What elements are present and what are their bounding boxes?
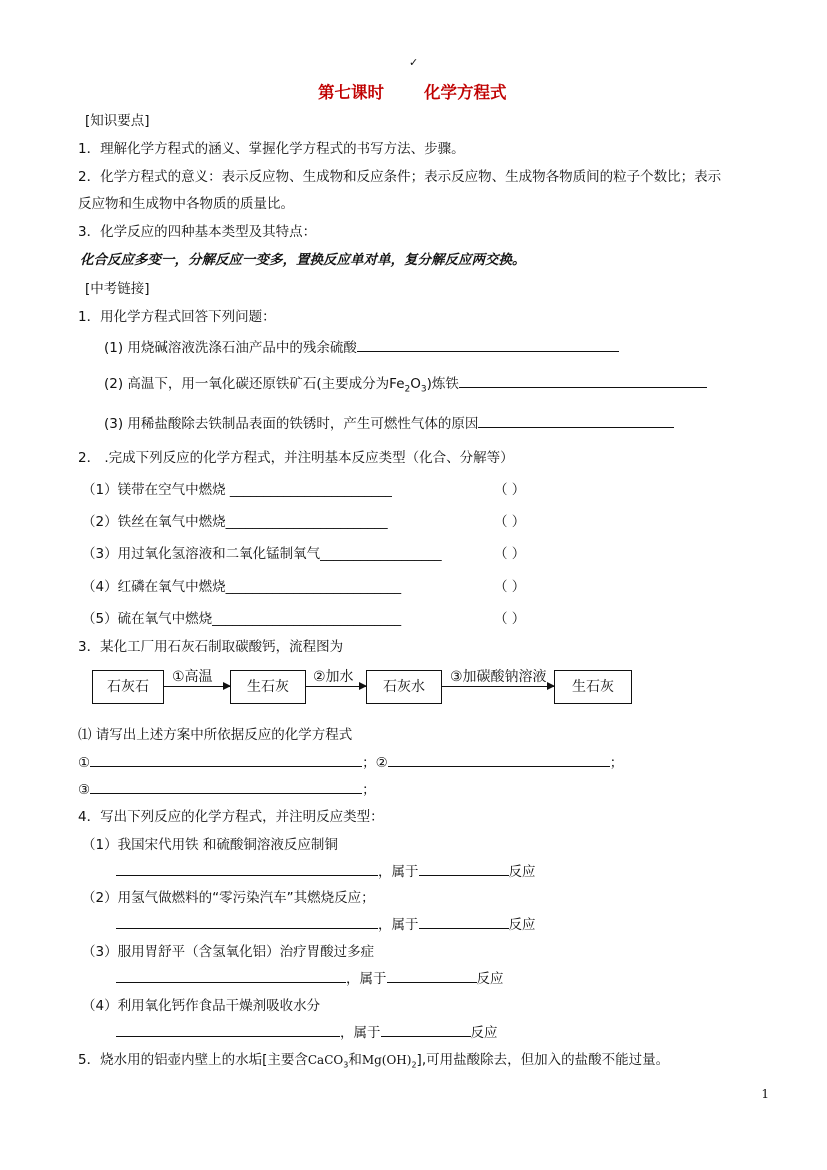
answer-blank[interactable] <box>459 373 707 388</box>
flow-label-2: ②加水 <box>313 669 354 685</box>
title-part2: 化学方程式 <box>424 83 507 102</box>
q4-item-3: （3）服用胃舒平（含氢氧化铝）治疗胃酸过多症 <box>82 944 375 960</box>
q5-text <box>78 1048 669 1070</box>
q4-answer-4 <box>116 1021 498 1041</box>
reaction-label: 反应 <box>508 864 536 880</box>
knowledge-item-2b: 反应物和生成物中各物质的质量比。 <box>78 196 294 212</box>
q5-mgoh2-sub: 2 <box>411 1060 417 1070</box>
answer-blank[interactable] <box>388 752 610 767</box>
q4-answer-1 <box>116 860 536 880</box>
page-number: 1 <box>761 1087 769 1101</box>
belongs-label: ，属于 <box>378 917 419 933</box>
q3-chem-row-2 <box>78 778 376 798</box>
reaction-label: 反应 <box>508 917 536 933</box>
reaction-label: 反应 <box>470 1025 498 1041</box>
q5-caco3-sub: 3 <box>343 1060 349 1070</box>
q1-stem: 1．用化学方程式回答下列问题： <box>78 309 276 325</box>
q1-b-mid: O <box>410 376 421 392</box>
q3-sub: ⑴ 请写出上述方案中所依据反应的化学方程式 <box>78 727 353 743</box>
flow-box-limewater: 石灰水 <box>366 670 442 704</box>
q2-stem: 2． .完成下列反应的化学方程式，并注明基本反应类型（化合、分解等） <box>78 450 514 466</box>
q3-c1: ① <box>78 755 91 771</box>
q2-item-2: （2）铁丝在氧气中燃烧________________________ <box>82 514 388 530</box>
q4-stem: 4．写出下列反应的化学方程式，并注明反应类型： <box>78 809 384 825</box>
q2-paren-4[interactable]: （ ） <box>494 579 526 595</box>
q5-caco3: CaCO <box>307 1053 344 1067</box>
q4-answer-2 <box>116 913 536 933</box>
title-part1: 第七课时 <box>318 83 384 102</box>
q5-p2: 和 <box>348 1052 362 1068</box>
q1-b <box>104 372 707 395</box>
page-title <box>318 79 507 103</box>
reaction-label: 反应 <box>476 971 504 987</box>
q3-c3: ③ <box>78 782 91 798</box>
q4-item-4: （4）利用氧化钙作食品干燥剂吸收水分 <box>82 998 321 1014</box>
belongs-label: ，属于 <box>340 1025 381 1041</box>
knowledge-emphasis: 化合反应多变一，分解反应一变多，置换反应单对单，复分解反应两交换。 <box>80 252 526 268</box>
answer-blank[interactable] <box>116 1022 340 1037</box>
knowledge-item-2a: 2．化学方程式的意义：表示反应物、生成物和反应条件；表示反应物、生成物各物质间的粒子个数比；表示 <box>78 169 722 185</box>
type-blank[interactable] <box>419 914 509 929</box>
q4-item-1: （1）我国宋代用铁 和硫酸铜溶液反应制铜 <box>82 837 338 853</box>
q2-paren-2[interactable]: （ ） <box>494 514 526 530</box>
q5-p1: 5．烧水用的铝壶内壁上的水垢[主要含 <box>78 1052 308 1068</box>
flow-label-3: ③加碳酸钠溶液 <box>450 669 547 685</box>
flow-arrow-2 <box>306 686 366 687</box>
q5-mgoh2: Mg(OH) <box>361 1053 412 1067</box>
type-blank[interactable] <box>381 1022 471 1037</box>
q2-item-1: （1）镁带在空气中燃烧 ________________________ <box>82 482 392 498</box>
q3-semi: ； <box>609 755 624 771</box>
q1-b-text: (2) 高温下，用一氧化碳还原铁矿石(主要成分为Fe <box>104 376 405 392</box>
check-mark: ✓ <box>409 56 419 69</box>
q2-item-3: （3）用过氧化氢溶液和二氧化锰制氧气__________________ <box>82 546 442 562</box>
flow-box-product: 生石灰 <box>554 670 632 704</box>
q1-b-end: )炼铁 <box>426 376 459 392</box>
q3-semi-2: ； <box>362 782 376 798</box>
q1-a-text: (1) 用烧碱溶液洗涤石油产品中的残余硫酸 <box>104 340 357 356</box>
q1-a <box>104 336 619 356</box>
type-blank[interactable] <box>387 968 477 983</box>
q5-p3: ],可用盐酸除去，但加入的盐酸不能过量。 <box>416 1052 670 1068</box>
flow-arrow-3 <box>442 686 554 687</box>
flow-arrow-1 <box>164 686 230 687</box>
knowledge-header: [知识要点] <box>85 113 150 129</box>
exam-header: [中考链接] <box>85 281 150 297</box>
q1-b-sub1: 2 <box>404 384 411 395</box>
answer-blank[interactable] <box>116 914 378 929</box>
q1-c <box>104 412 674 432</box>
answer-blank[interactable] <box>478 413 674 428</box>
flow-label-1: ①高温 <box>172 669 213 685</box>
q3-stem: 3．某化工厂用石灰石制取碳酸钙，流程图为 <box>78 639 344 655</box>
answer-blank[interactable] <box>357 337 619 352</box>
q2-paren-5[interactable]: （ ） <box>494 611 526 627</box>
q1-c-text: (3) 用稀盐酸除去铁制品表面的铁锈时，产生可燃性气体的原因 <box>104 416 479 432</box>
q2-paren-3[interactable]: （ ） <box>494 546 526 562</box>
answer-blank[interactable] <box>90 779 362 794</box>
belongs-label: ，属于 <box>378 864 419 880</box>
belongs-label: ，属于 <box>346 971 387 987</box>
answer-blank[interactable] <box>116 968 346 983</box>
type-blank[interactable] <box>419 861 509 876</box>
answer-blank[interactable] <box>90 752 362 767</box>
flow-box-limestone: 石灰石 <box>92 670 164 704</box>
q2-paren-1[interactable]: （ ） <box>494 482 526 498</box>
flow-box-quicklime: 生石灰 <box>230 670 306 704</box>
q2-item-5: （5）硫在氧气中燃烧____________________________ <box>82 611 402 627</box>
knowledge-item-3: 3．化学反应的四种基本类型及其特点： <box>78 224 317 240</box>
answer-blank[interactable] <box>116 861 378 876</box>
q2-item-4: （4）红磷在氧气中燃烧__________________________ <box>82 579 402 595</box>
q3-c2: ；② <box>362 755 388 771</box>
knowledge-item-1: 1．理解化学方程式的涵义、掌握化学方程式的书写方法、步骤。 <box>78 141 465 157</box>
q4-item-2: （2）用氢气做燃料的“零污染汽车”其燃烧反应； <box>82 890 375 906</box>
q4-answer-3 <box>116 967 504 987</box>
q3-chem-row-1 <box>78 751 623 771</box>
q1-b-sub2: 3 <box>420 384 427 395</box>
